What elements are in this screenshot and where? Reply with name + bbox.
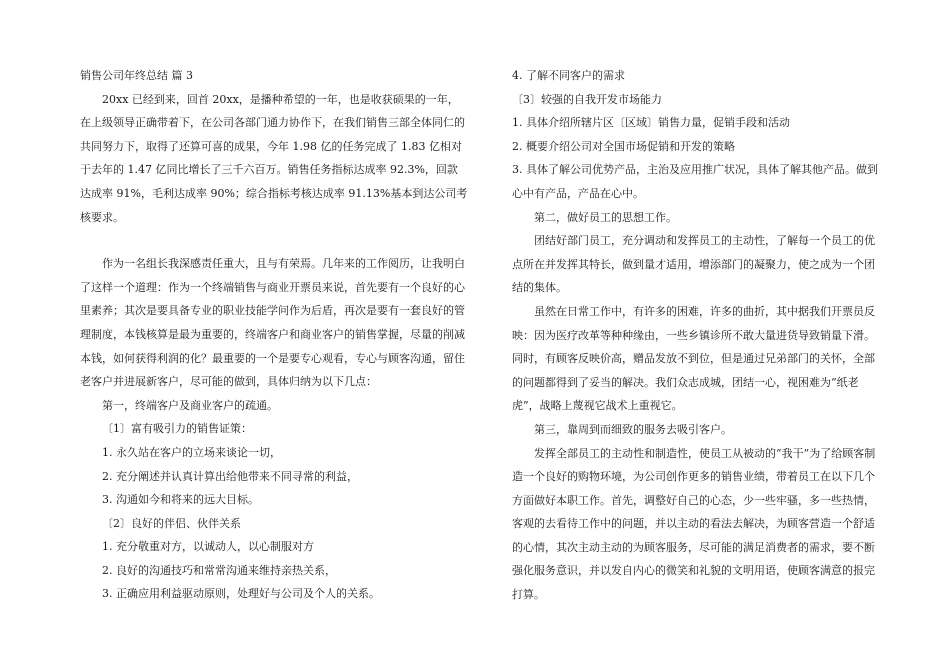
section-heading-3: 第三，靠周到而细致的服务去吸引客户。 — [534, 422, 732, 436]
list-item: 3. 正确应用利益驱动原则，处理好与公司及个人的关系。 — [102, 587, 380, 601]
subsection-heading-3: 〔3〕较强的自我开发市场能力 — [512, 92, 662, 106]
right-column — [512, 64, 884, 607]
list-item: 3. 具体了解公司优势产品，主治及应用推广状况，具体了解其他产品。做到心中有产品，产品在心中。 — [512, 163, 878, 200]
list-item: 1. 充分敬重对方，以诚动人，以心制服对方 — [102, 540, 314, 554]
paragraph-service: 发挥全部员工的主动性和制造性，使员工从被动的“我干”为了给顾客制造一个良好的购物环境，为公司创作更多的销售业绩，带着员工在以下几个方面做好本职工作。首先，调整好自己的心态，少一些牢骚，多一些热情，客观的去看待工作中的问题，并以主动的看法去解决，为顾客营造一个舒适的心情，其次主动主动的为顾客服务，尽可能的满足消费者的需求，要不断强化服务意识，并以发自内心的微笑和礼貌的文明用语，使顾客满意的报完打算。 — [512, 446, 876, 602]
list-item: 1. 永久站在客户的立场来谈论一切， — [102, 445, 281, 459]
list-item: 4. 了解不同客户的需求 — [512, 69, 625, 82]
list-item: 1. 具体介绍所辖片区〔区域〕销售力量，促销手段和活动 — [512, 116, 790, 130]
list-item: 2. 充分阐述并认真计算出给他带来不同寻常的利益， — [102, 469, 358, 483]
paragraph-role: 作为一名组长我深感责任重大，且与有荣焉。几年来的工作阅历，让我明白了这样一个道理：作为一个终端销售与商业开票员来说，首先要有一个良好的心里素养；其次是要具备专业的职业技能学问作为后盾，再次是要有一套良好的管理制度，本钱核算是最为重要的，终端客户和商业客户的销售掌握，尽量的削减本钱，如何获得利润的化？最重要的一个是要专心观看，专心与顾客沟通，留住老客户并进展新客户，尽可能的做到，具体归纳为以下几点： — [80, 257, 465, 389]
paragraph-team: 团结好部门员工，充分调动和发挥员工的主动性，了解每一个员工的优点所在并发挥其特长，做到量才适用，增添部门的凝聚力，使之成为一个团结的集体。 — [512, 234, 875, 295]
paragraph-intro: 20xx 已经到来，回首 20xx，是播种希望的一年，也是收获硕果的一年，在上级领导正确带着下，在公司各部门通力协作下，在我们销售三部全体同仁的共同努力下，取得了还算可喜的成果，今年 1.98 亿的任务完成了 1.83 亿相对于去年的 1.47 亿同比增长了三千六百万。销售任务指标达成率 92.3%，回款达成率 91%，毛利达成率 90%；综合指标考核达成率 91.13%基本到达公司考核要求。 — [80, 92, 468, 224]
list-item: 2. 良好的沟通技巧和常常沟通来维持亲热关系， — [102, 563, 336, 577]
document-title: 销售公司年终总结 篇 3 — [80, 69, 193, 82]
subsection-heading-2: 〔2〕良好的伴侣、伙伴关系 — [102, 516, 241, 530]
subsection-heading-1: 〔1〕富有吸引力的销售证策： — [102, 422, 252, 436]
list-item: 2. 概要介绍公司对全国市场促销和开发的策略 — [512, 139, 735, 153]
section-heading-1: 第一，终端客户及商业客户的疏通。 — [102, 398, 278, 412]
section-heading-2: 第二，做好员工的思想工作。 — [534, 210, 677, 224]
spacer — [80, 229, 468, 252]
list-item: 3. 沟通如今和将来的远大目标。 — [102, 493, 259, 507]
paragraph-difficulties: 虽然在日常工作中，有许多的困难，许多的曲折，其中据我们开票员反映：因为医疗改革等种种缘由，一些乡镇诊所不敢大量进货导致销量下滑。同时，有顾客反映价高，赠品发放不到位，但是通过兄弟部门的关怀，全部的问题都得到了妥当的解决。我们众志成城，团结一心，视困难为“纸老虎”，战略上蔑视它战术上重视它。 — [512, 304, 875, 413]
left-column — [80, 64, 468, 606]
